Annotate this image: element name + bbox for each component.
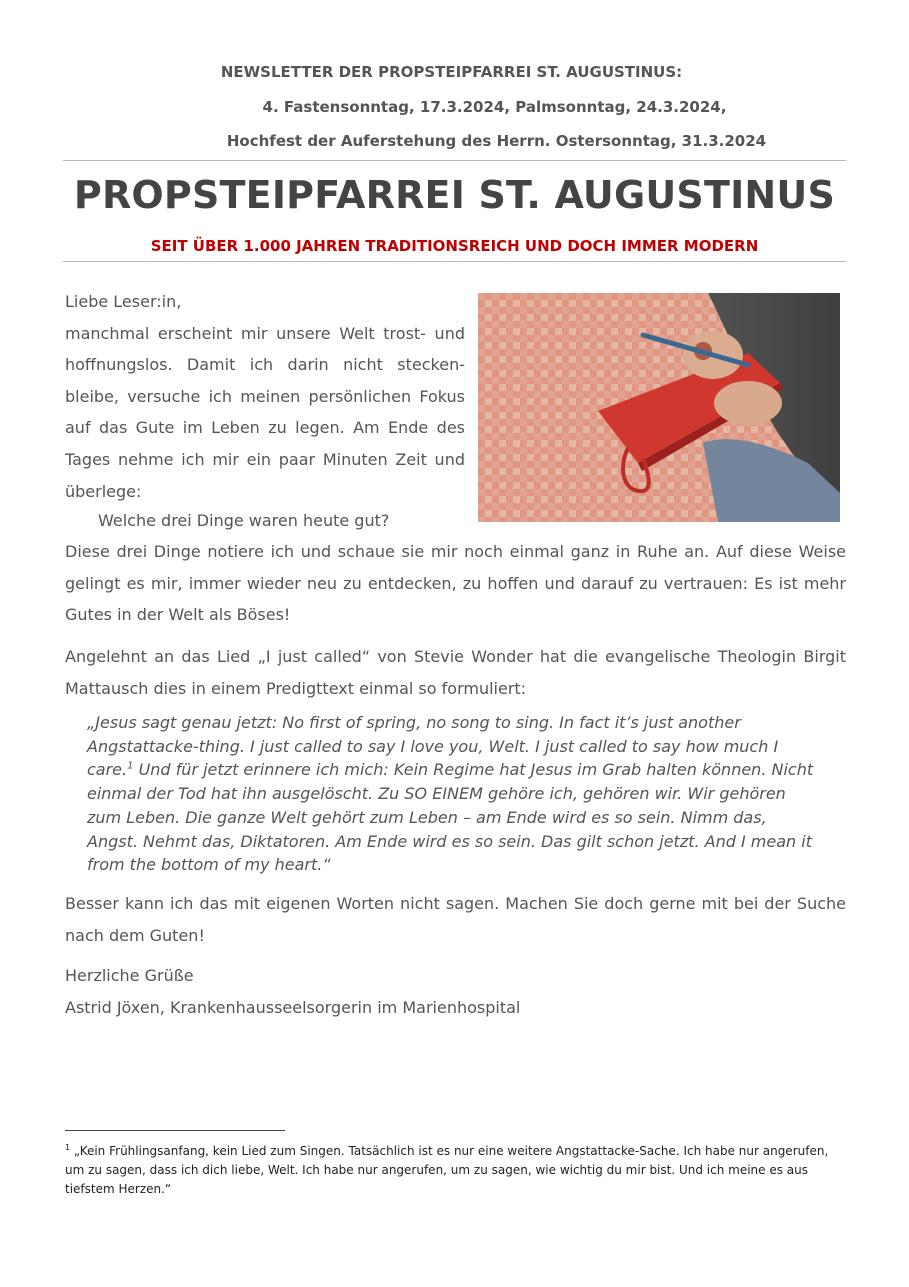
song-reference-paragraph: Angelehnt an das Lied „I just called“ von Stevie Wonder hat die evangelische Theologin Birgit Mattausch dies in einem Predigttext einmal so formuliert:: [65, 647, 846, 698]
newsletter-heading: NEWSLETTER DER PROPSTEIPFARREI ST. AUGUSTINUS:: [220, 63, 683, 81]
person-writing-in-red-notebook-photo: [478, 293, 840, 522]
divider-bottom: [63, 261, 846, 262]
newsletter-dates-line: 4. Fastensonntag, 17.3.2024, Palmsonntag, 24.3.2024,: [262, 98, 727, 116]
quote-text-part2: Und für jetzt erinnere ich mich: Kein Regime hat Jesus im Grab halten können. Nicht einmal der Tod hat ihn ausgelöscht. Zu SO EINEM gehöre ich, gehören wir. Wir gehören zum Leben. Die ganze Welt gehört zum Leben – am Ende wird es so sein. Nimm das, Angst. Nehmt das, Diktatoren. Am Ende wird es so sein. Das gilt schon jetzt. And I mean it from the bottom of my heart.“: [87, 760, 814, 875]
parish-title: PROPSTEIPFARREI ST. AUGUSTINUS: [73, 173, 836, 217]
sermon-quote: [87, 711, 822, 877]
footnote-divider: [65, 1130, 285, 1131]
parish-tagline: SEIT ÜBER 1.000 JAHREN TRADITIONSREICH UND DOCH IMMER MODERN: [150, 237, 759, 255]
newsletter-easter-line: Hochfest der Auferstehung des Herrn. Ostersonntag, 31.3.2024: [226, 132, 767, 150]
three-things-paragraph: Diese drei Dinge notiere ich und schaue sie mir noch einmal ganz in Ruhe an. Auf diese Weise gelingt es mir, immer wieder neu zu entdecken, zu hoffen und darauf zu vertrauen: Es ist mehr Gutes in der Welt als Böses!: [65, 542, 846, 625]
footnote: [65, 1142, 846, 1199]
footnote-number: 1: [65, 1143, 71, 1152]
three-things-question: Welche drei Dinge waren heute gut?: [98, 511, 390, 530]
letter-intro: [65, 286, 465, 507]
intro-paragraph: manchmal erscheint mir unsere Welt trost- und hoffnungslos. Damit ich darin nicht steckenbleibe, versuche ich meinen persönlichen Fokus auf das Gute im Leben zu legen. Am Ende des Tages nehme ich mir ein paar Minuten Zeit und überlege:: [65, 323, 465, 501]
footnote-reference[interactable]: 1: [127, 761, 134, 773]
greeting: Herzliche Grüße: [65, 966, 194, 985]
divider-top: [63, 160, 846, 161]
salutation: Liebe Leser:in,: [65, 292, 182, 311]
footnote-text: „Kein Frühlingsanfang, kein Lied zum Singen. Tatsächlich ist es nur eine weitere Angstattacke-Sache. Ich habe nur angerufen, um zu sagen, dass ich dich liebe, Welt. Ich habe nur angerufen, um zu sagen, wie wichtig du mir bist. Und ich meine es aus tiefstem Herzen.“: [65, 1144, 829, 1196]
signature: Astrid Jöxen, Krankenhausseelsorgerin im Marienhospital: [65, 998, 521, 1017]
quote-text-part1: „Jesus sagt genau jetzt: No first of spring, no song to sing. In fact it’s just another Angstattacke-thing. I just called to say I love you, Welt. I just called to say how much I care.: [87, 713, 779, 780]
closing-paragraph: Besser kann ich das mit eigenen Worten nicht sagen. Machen Sie doch gerne mit bei der Suche nach dem Guten!: [65, 894, 846, 945]
